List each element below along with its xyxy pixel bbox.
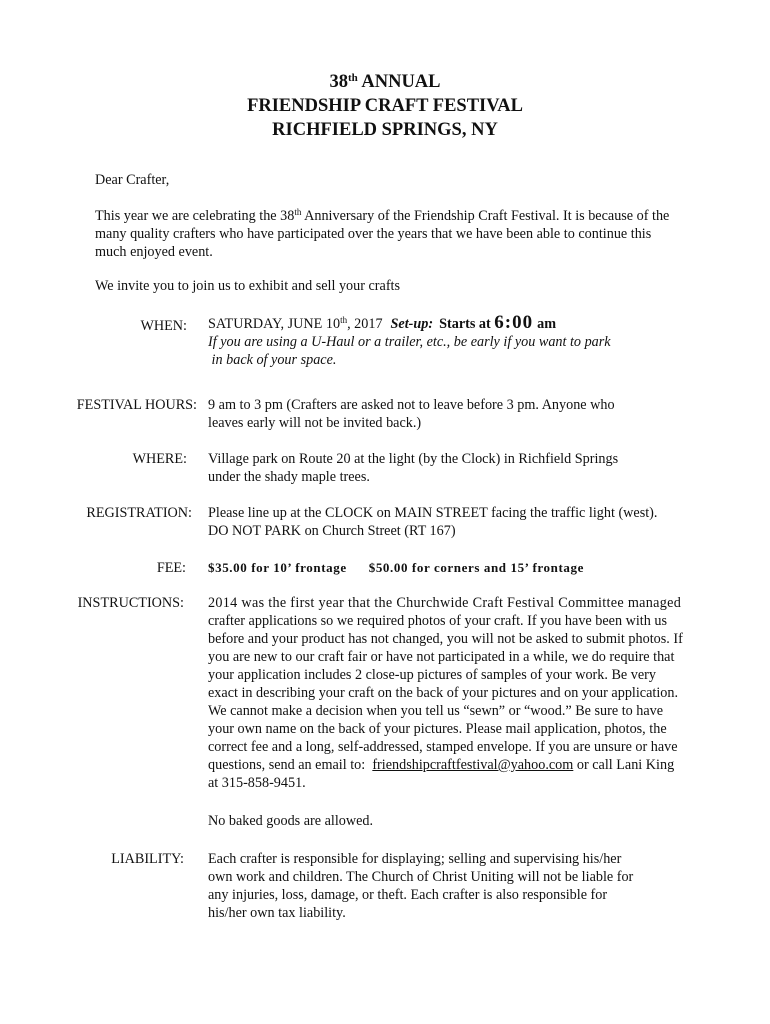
hours-label: FESTIVAL HOURS: [76, 397, 197, 413]
instructions-label: INSTRUCTIONS: [77, 595, 184, 611]
when-date-superscript: th [340, 315, 348, 325]
instructions-line: before and your product has not changed, you will not be asked to submit photos. If [208, 631, 683, 647]
title-number: 38 [329, 72, 348, 92]
where-value [208, 450, 728, 486]
phone-number: at 315-858-9451. [208, 775, 306, 791]
instructions-line: 2014 was the first year that the Churchwide Craft Festival Committee managed [208, 595, 682, 611]
title-superscript: th [347, 72, 358, 84]
fee-corner: $50.00 for corners and 15’ frontage [368, 560, 584, 575]
registration-value [208, 504, 728, 540]
intro-superscript: th [294, 207, 302, 217]
hours-line-1: 9 am to 3 pm (Crafters are asked not to leave before 3 pm. Anyone who [208, 397, 615, 413]
when-label: WHEN: [140, 318, 187, 334]
instructions-line: crafter applications so we required photos of your craft. If you have been with us [208, 613, 667, 629]
liability-line: his/her own tax liability. [208, 905, 346, 921]
liability-value [208, 850, 728, 922]
registration-line-1: Please line up at the CLOCK on MAIN STREET facing the traffic light (west). [208, 505, 658, 521]
invite-text: We invite you to join us to exhibit and sell your crafts [95, 278, 401, 294]
instructions-email-line [208, 756, 728, 774]
email-prefix: questions, send an email to: [208, 757, 373, 773]
instructions-line: exact in describing your craft on the back of your pictures and on your application. [208, 685, 679, 701]
liability-line: own work and children. The Church of Christ Uniting will not be liable for [208, 869, 634, 885]
instructions-line: correct fee and a long, self-addressed, stamped envelope. If you are unsure or have [208, 739, 678, 755]
setup-label: Set-up: [390, 316, 434, 332]
where-label: WHERE: [132, 451, 187, 467]
when-note-2: in back of your space. [208, 352, 337, 368]
liability-line: any injuries, loss, damage, or theft. Each crafter is also responsible for [208, 887, 608, 903]
when-note-1: If you are using a U-Haul or a trailer, etc., be early if you want to park [208, 334, 611, 350]
intro-line-1 [95, 207, 725, 225]
fee-label: FEE: [156, 560, 186, 576]
where-line-1: Village park on Route 20 at the light (by the Clock) in Richfield Springs [208, 451, 619, 467]
intro-paragraph [95, 207, 725, 261]
when-year: , 2017 [347, 316, 383, 332]
fee-standard: $35.00 for 10’ frontage [208, 560, 347, 575]
registration-line-2: DO NOT PARK on Church Street (RT 167) [208, 523, 456, 539]
instructions-line: you are new to our craft fair or have not participated in a while, we do require that [208, 649, 675, 665]
starts-at-label: Starts at [439, 316, 491, 332]
title-line-3: RICHFIELD SPRINGS, NY [272, 120, 498, 140]
intro-line-1a: This year we are celebrating the 38 [95, 208, 295, 224]
setup-time: 6:00 [494, 312, 534, 333]
when-date: SATURDAY, JUNE 10 [208, 316, 341, 332]
baked-goods-note: No baked goods are allowed. [208, 813, 374, 829]
title-line-1 [0, 71, 770, 94]
when-value [208, 314, 728, 369]
when-date-line [208, 314, 728, 333]
intro-line-2: many quality crafters who have participated over the years that we have been able to continue this [95, 226, 652, 242]
instructions-line: your own name on the back of your pictures. Please mail application, photos, the [208, 721, 667, 737]
instructions-line: We cannot make a decision when you tell us “sewn” or “wood.” Be sure to have [208, 703, 664, 719]
setup-am: am [537, 316, 557, 332]
email-suffix: or call Lani King [573, 757, 675, 773]
email-link[interactable]: friendshipcraftfestival@yahoo.com [372, 757, 574, 773]
registration-label: REGISTRATION: [86, 505, 192, 521]
title-annual: ANNUAL [357, 72, 441, 92]
intro-line-1b: Anniversary of the Friendship Craft Festival. It is because of the [301, 208, 670, 224]
fee-value [208, 559, 728, 577]
liability-label: LIABILITY: [111, 851, 184, 867]
title-line-2: FRIENDSHIP CRAFT FESTIVAL [247, 96, 523, 116]
liability-line: Each crafter is responsible for displaying; selling and supervising his/her [208, 851, 622, 867]
hours-value [208, 396, 728, 432]
where-line-2: under the shady maple trees. [208, 469, 370, 485]
instructions-line: your application includes 2 close-up pictures of samples of your work. Be very [208, 667, 656, 683]
intro-line-3: much enjoyed event. [95, 244, 213, 260]
salutation: Dear Crafter, [95, 172, 170, 188]
instructions-value [208, 594, 728, 792]
hours-line-2: leaves early will not be invited back.) [208, 415, 422, 431]
